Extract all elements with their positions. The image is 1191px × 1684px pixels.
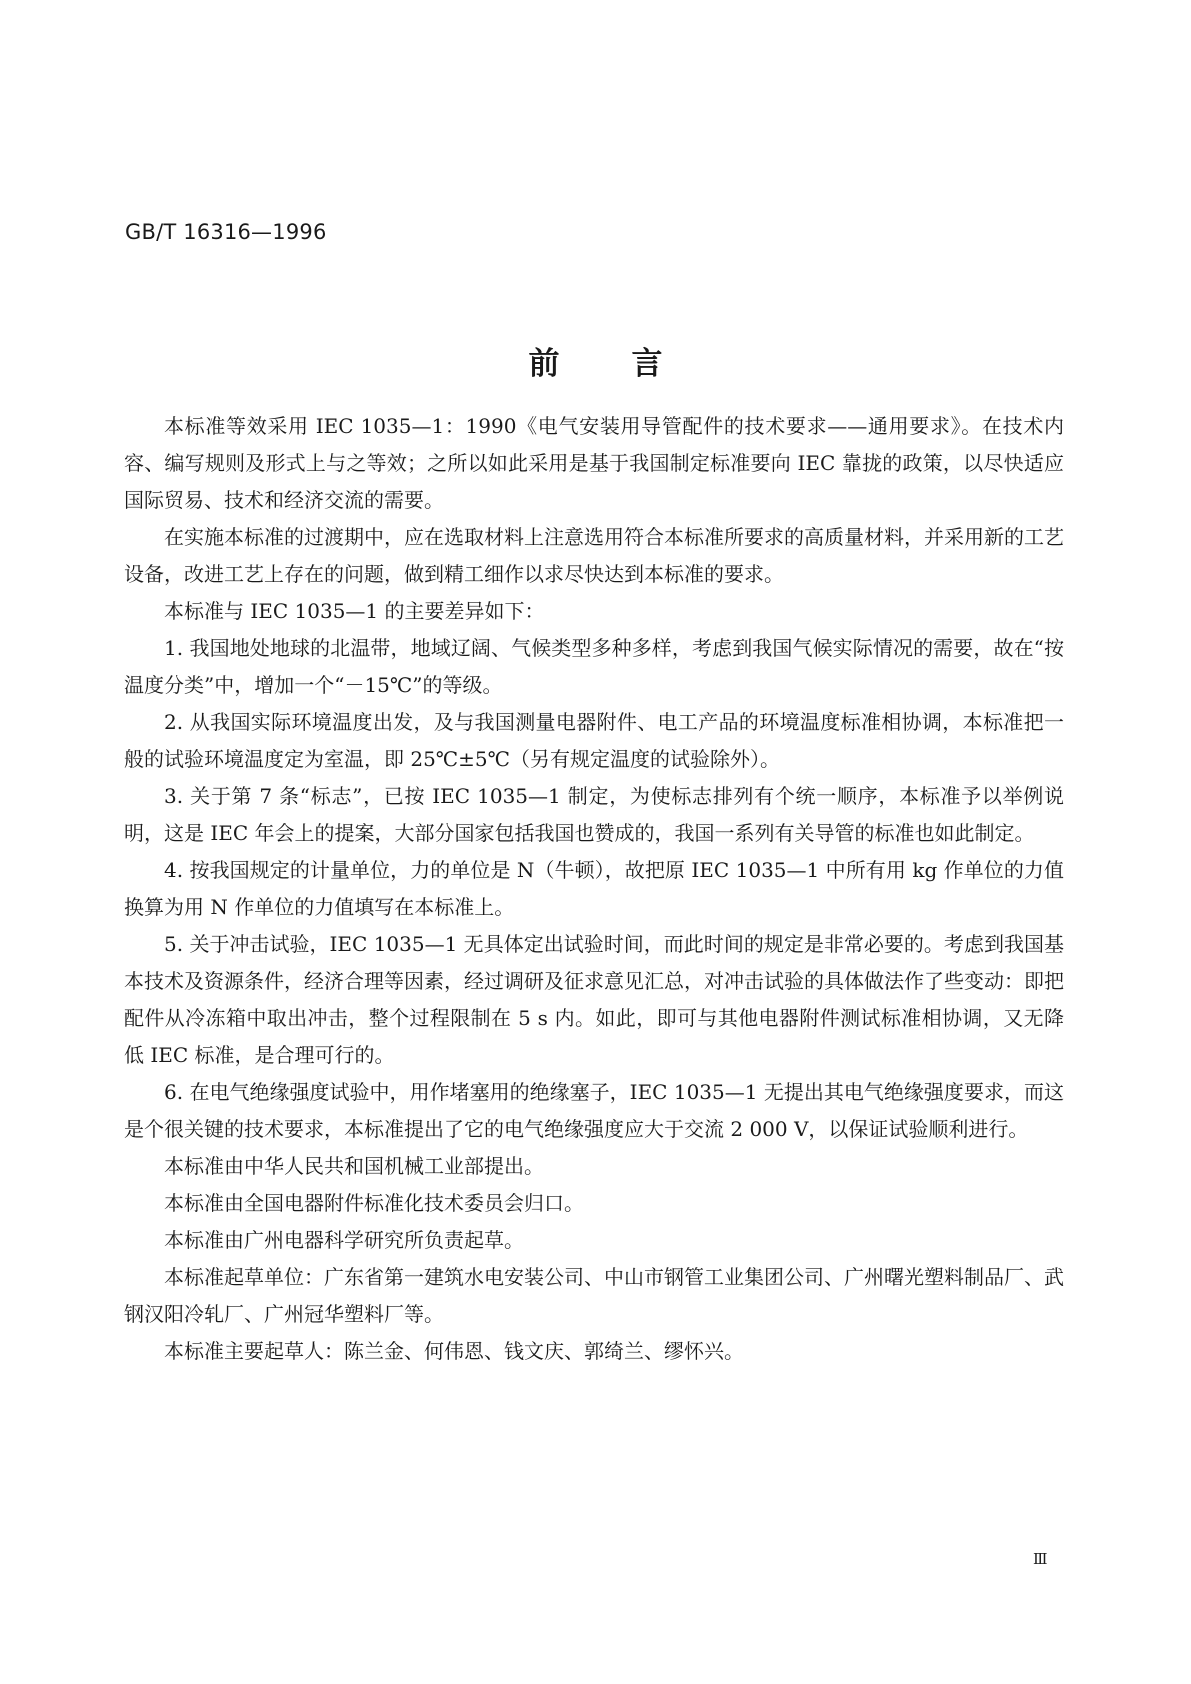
paragraph-differences-intro: 本标准与 IEC 1035—1 的主要差异如下： <box>164 599 545 623</box>
difference-item-1: 1. 我国地处地球的北温带，地域辽阔、气候类型多种多样，考虑到我国气候实际情况的需要，故在“按温度分类”中，增加一个“－15℃”的等级。 <box>124 636 1064 697</box>
paragraph-transition: 在实施本标准的过渡期中，应在选取材料上注意选用符合本标准所要求的高质量材料，并采用新的工艺设备，改进工艺上存在的问题，做到精工细作以求尽快达到本标准的要求。 <box>124 525 1064 586</box>
difference-item-3: 3. 关于第 7 条“标志”，已按 IEC 1035—1 制定，为使标志排列有个统一顺序，本标准予以举例说明，这是 IEC 年会上的提案，大部分国家包括我国也赞成的，我国一系列有关导管的标准也如此制定。 <box>124 784 1064 845</box>
page-title: 前言 <box>528 346 735 382</box>
difference-item-4: 4. 按我国规定的计量单位，力的单位是 N（牛顿），故把原 IEC 1035—1 中所有用 kg 作单位的力值换算为用 N 作单位的力值填写在本标准上。 <box>124 858 1064 919</box>
paragraph-drafters: 本标准主要起草人：陈兰金、何伟恩、钱文庆、郭绮兰、缪怀兴。 <box>164 1339 744 1363</box>
paragraph-drafting-lead: 本标准由广州电器科学研究所负责起草。 <box>164 1228 524 1252</box>
paragraph-committee: 本标准由全国电器附件标准化技术委员会归口。 <box>164 1191 584 1215</box>
difference-item-2: 2. 从我国实际环境温度出发，及与我国测量电器附件、电工产品的环境温度标准相协调，本标准把一般的试验环境温度定为室温，即 25℃±5℃（另有规定温度的试验除外）。 <box>124 710 1064 771</box>
standard-code: GB/T 16316—1996 <box>125 220 327 244</box>
paragraph-drafting-units: 本标准起草单位：广东省第一建筑水电安装公司、中山市钢管工业集团公司、广州曙光塑料制品厂、武钢汉阳冷轧厂、广州冠华塑料厂等。 <box>124 1265 1064 1326</box>
page-number: Ⅲ <box>1033 1550 1048 1568</box>
foreword-body <box>124 408 1064 1370</box>
difference-item-5: 5. 关于冲击试验，IEC 1035—1 无具体定出试验时间，而此时间的规定是非常必要的。考虑到我国基本技术及资源条件，经济合理等因素，经过调研及征求意见汇总，对冲击试验的具体做法作了些变动：即把配件从冷冻箱中取出冲击，整个过程限制在 5 s 内。如此，即可与其他电器附件测试标准相协调，又无降低 IEC 标准，是合理可行的。 <box>124 932 1064 1067</box>
difference-item-6: 6. 在电气绝缘强度试验中，用作堵塞用的绝缘塞子，IEC 1035—1 无提出其电气绝缘强度要求，而这是个很关键的技术要求，本标准提出了它的电气绝缘强度应大于交流 2 000 V，以保证试验顺利进行。 <box>124 1080 1064 1141</box>
paragraph-adoption: 本标准等效采用 IEC 1035—1：1990《电气安装用导管配件的技术要求——通用要求》。在技术内容、编写规则及形式上与之等效；之所以如此采用是基于我国制定标准要向 IEC 靠拢的政策，以尽快适应国际贸易、技术和经济交流的需要。 <box>124 414 1064 512</box>
paragraph-proposer: 本标准由中华人民共和国机械工业部提出。 <box>164 1154 544 1178</box>
